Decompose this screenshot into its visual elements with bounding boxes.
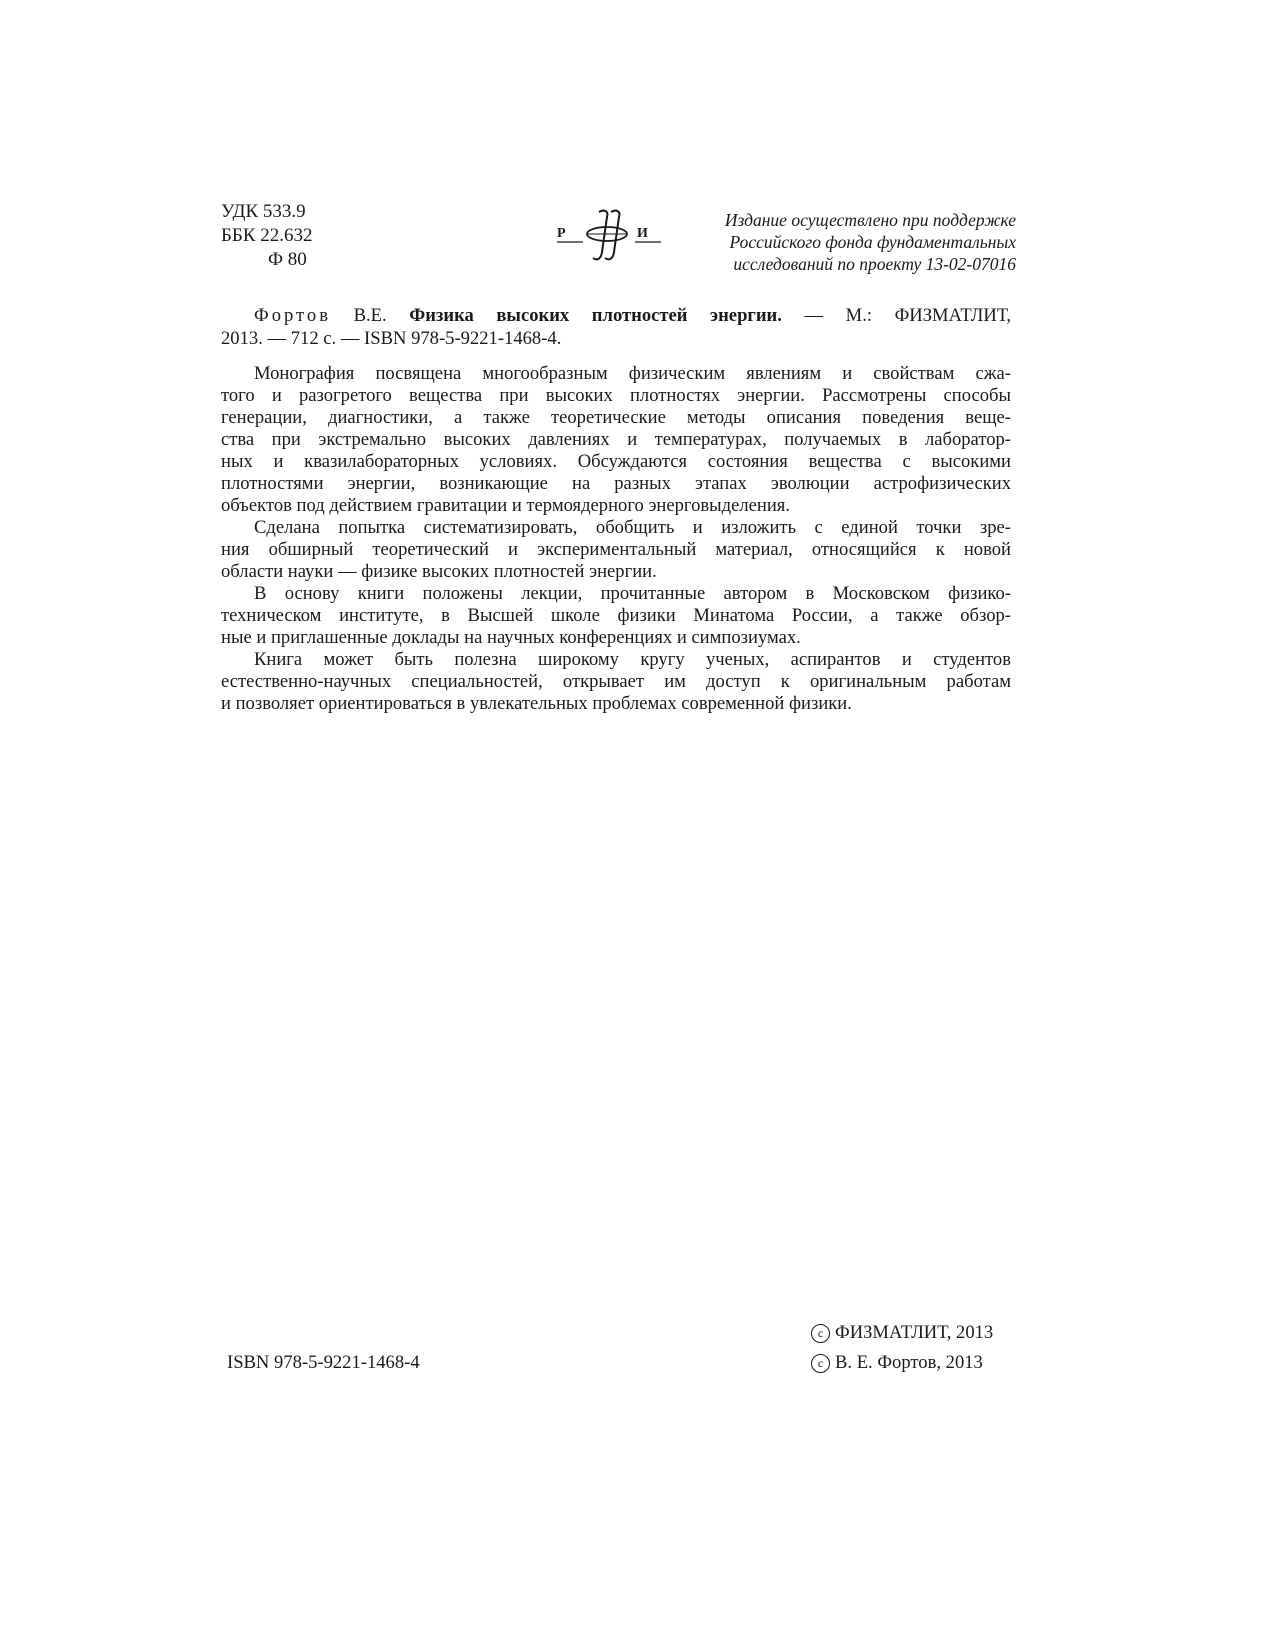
logo-left-letter: Р <box>557 226 566 241</box>
abstract <box>221 363 1011 715</box>
copyright-icon: c <box>811 1354 830 1373</box>
publisher-info: — М.: ФИЗМАТЛИТ, <box>804 305 1011 326</box>
grant-line: исследований по проекту 13-02-07016 <box>733 254 1016 274</box>
author-mark: Ф 80 <box>268 249 307 270</box>
rffi-logo <box>557 208 661 264</box>
abstract-line: естественно-научных специальностей, открывает им доступ к оригинальным работам <box>221 671 1011 692</box>
classification-codes <box>221 200 313 272</box>
abstract-paragraph <box>221 363 1011 517</box>
abstract-line: объектов под действием гравитации и термоядерного энерговыделения. <box>221 495 791 516</box>
abstract-line: В основу книги положены лекции, прочитанные автором в Московском физико- <box>254 583 1011 604</box>
abstract-line: ства при экстремально высоких давлениях и температурах, получаемых в лаборатор- <box>221 429 1011 450</box>
bibliographic-entry <box>221 305 1011 350</box>
logo-right-letter: И <box>637 226 648 241</box>
grant-line: Издание осуществлено при поддержке <box>724 210 1016 230</box>
copyright-text: ФИЗМАТЛИТ, 2013 <box>835 1322 994 1343</box>
abstract-line: и позволяет ориентироваться в увлекательных проблемах современной физики. <box>221 693 852 714</box>
grant-line: Российского фонда фундаментальных <box>729 232 1016 252</box>
abstract-line: плотностями энергии, возникающие на разных этапах эволюции астрофизических <box>221 473 1011 494</box>
abstract-paragraph <box>221 517 1011 583</box>
abstract-paragraph <box>221 583 1011 649</box>
copyright-icon: c <box>811 1324 830 1343</box>
abstract-line: ных и квазилабораторных условиях. Обсуждаются состояния вещества с высокими <box>221 451 1011 472</box>
abstract-line: ния обширный теоретический и экспериментальный материал, относящийся к новой <box>221 539 1011 560</box>
copyright-text: В. Е. Фортов, 2013 <box>835 1352 983 1373</box>
abstract-line: Сделана попытка систематизировать, обобщить и изложить с единой точки зре- <box>254 517 1011 538</box>
abstract-line: Книга может быть полезна широкому кругу ученых, аспирантов и студентов <box>254 649 1011 670</box>
abstract-line: ные и приглашенные доклады на научных конференциях и симпозиумах. <box>221 627 801 648</box>
abstract-line: Монография посвящена многообразным физическим явлениям и свойствам сжа- <box>254 363 1011 384</box>
book-title: Физика высоких плотностей энергии. <box>409 305 782 326</box>
copyright-line <box>811 1322 993 1344</box>
author-surname: Фортов <box>254 305 331 326</box>
biblio-line-2: 2013. — 712 с. — ISBN 978-5-9221-1468-4. <box>221 327 562 349</box>
udk-code: УДК 533.9 <box>221 201 306 222</box>
abstract-line: генерации, диагностики, а также теоретические методы описания поведения веще- <box>221 407 1011 428</box>
copyright-line <box>811 1352 983 1374</box>
abstract-line: того и разогретого вещества при высоких плотностях энергии. Рассмотрены способы <box>221 385 1011 406</box>
grant-note <box>676 209 1016 275</box>
abstract-line: области науки — физике высоких плотностей энергии. <box>221 561 657 582</box>
abstract-paragraph <box>221 649 1011 715</box>
bbk-code: ББК 22.632 <box>221 225 313 246</box>
abstract-line: техническом институте, в Высшей школе физики Минатома России, а также обзор- <box>221 605 1011 626</box>
isbn-bottom: ISBN 978-5-9221-1468-4 <box>227 1352 420 1373</box>
author-initials: В.Е. <box>353 305 387 326</box>
